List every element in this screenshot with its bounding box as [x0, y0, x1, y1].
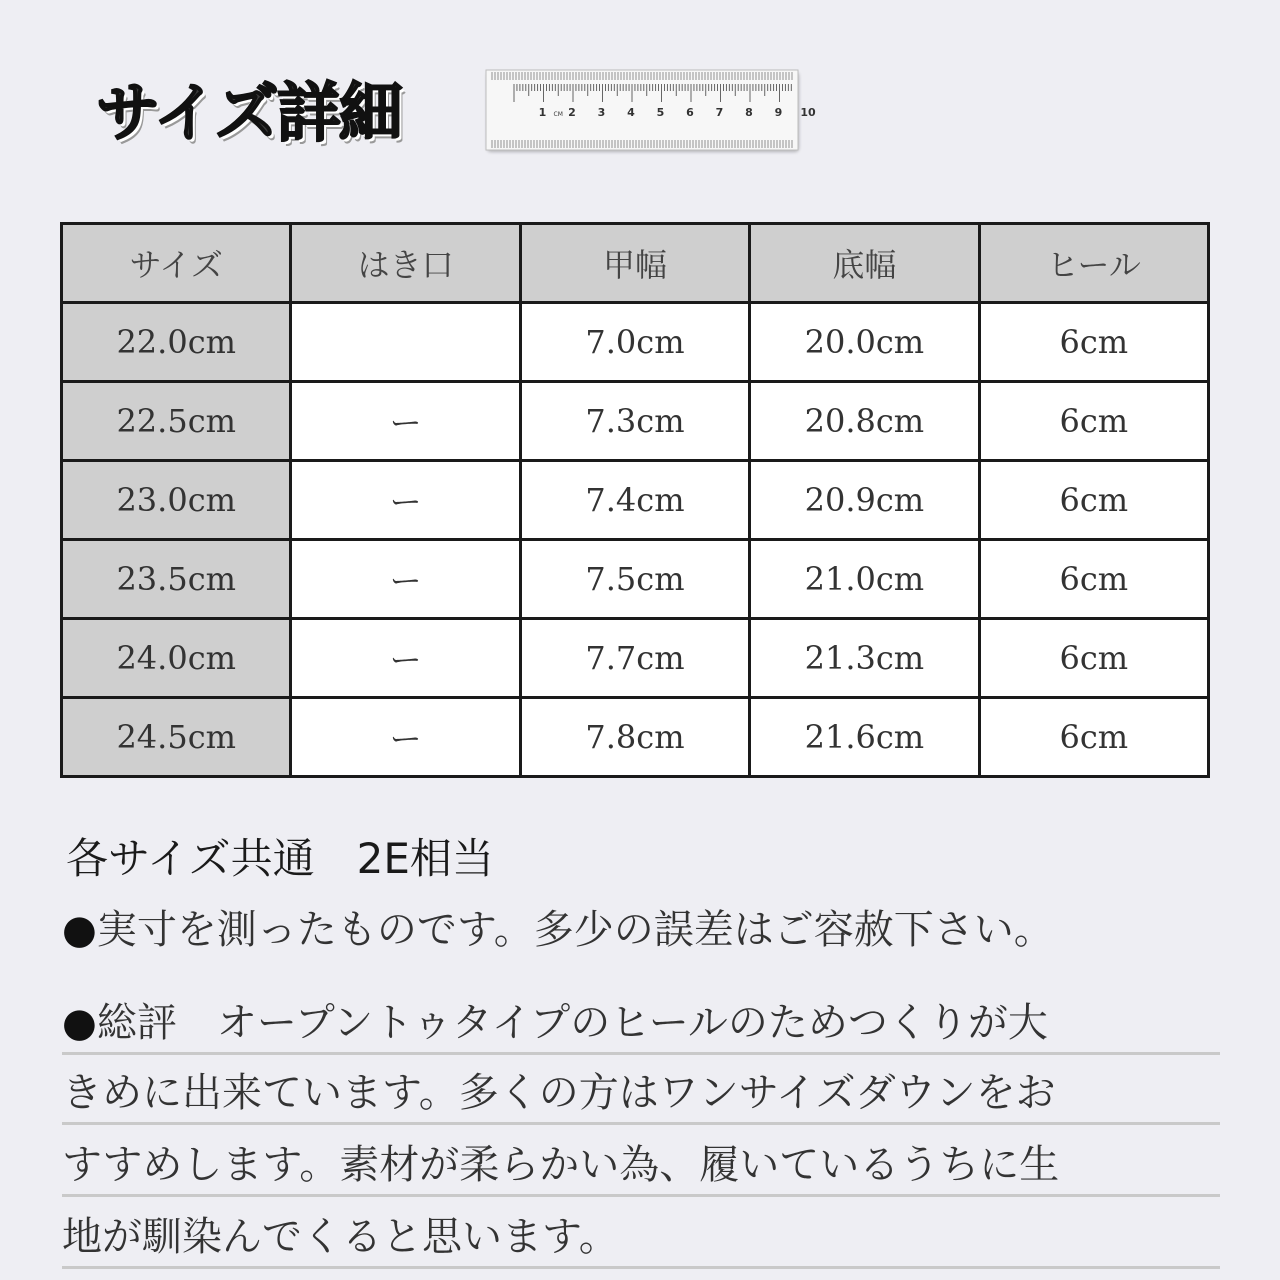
- cell-opening: ー: [291, 619, 520, 698]
- cell-opening: ー: [291, 540, 520, 619]
- measurement-note-text: 実寸を測ったものです。多少の誤差はご容赦下さい。: [96, 907, 1054, 953]
- cell-sole-width: 20.9cm: [750, 461, 979, 540]
- cell-heel: 6cm: [979, 698, 1208, 777]
- table-row: [62, 461, 1209, 540]
- size-table: [60, 222, 1210, 778]
- cell-opening: ー: [291, 698, 520, 777]
- cell-instep-width: 7.0cm: [520, 303, 749, 382]
- bullet-icon: ●: [62, 907, 97, 953]
- ruler-number: 10: [800, 106, 816, 119]
- ruler-number: 8: [745, 106, 753, 119]
- review-line-3: すすめします。素材が柔らかい為、履いているうちに生: [62, 1136, 1220, 1197]
- review-line-2: きめに出来ています。多くの方はワンサイズダウンをお: [62, 1064, 1220, 1125]
- table-header-row: [62, 224, 1209, 303]
- cell-sole-width: 21.0cm: [750, 540, 979, 619]
- page-title: サイズ詳細: [96, 77, 401, 151]
- header-instep-width: 甲幅: [520, 224, 749, 303]
- table-row: [62, 698, 1209, 777]
- cell-size: 22.0cm: [62, 303, 291, 382]
- cell-size: 23.0cm: [62, 461, 291, 540]
- table-row: [62, 303, 1209, 382]
- cell-heel: 6cm: [979, 619, 1208, 698]
- bullet-icon: ●: [62, 1000, 97, 1046]
- cell-heel: 6cm: [979, 540, 1208, 619]
- cell-sole-width: 21.6cm: [750, 698, 979, 777]
- measurement-note: [62, 898, 1054, 955]
- cell-sole-width: 20.8cm: [750, 382, 979, 461]
- cell-opening: ー: [291, 461, 520, 540]
- header-size: サイズ: [62, 224, 291, 303]
- cell-size: 23.5cm: [62, 540, 291, 619]
- cell-sole-width: 21.3cm: [750, 619, 979, 698]
- cell-size: 22.5cm: [62, 382, 291, 461]
- header-sole-width: 底幅: [750, 224, 979, 303]
- cell-heel: 6cm: [979, 382, 1208, 461]
- cell-instep-width: 7.4cm: [520, 461, 749, 540]
- review-line-4: 地が馴染んでくると思います。: [62, 1208, 1220, 1269]
- table-row: [62, 540, 1209, 619]
- table-row: [62, 382, 1209, 461]
- review-line-1: [62, 994, 1220, 1055]
- header-heel: ヒール: [979, 224, 1208, 303]
- common-fit-note: 各サイズ共通 2E相当: [66, 834, 494, 883]
- cell-instep-width: 7.3cm: [520, 382, 749, 461]
- ruler-unit: CM: [553, 111, 563, 118]
- cell-instep-width: 7.7cm: [520, 619, 749, 698]
- header-opening: はき口: [291, 224, 520, 303]
- cell-heel: 6cm: [979, 461, 1208, 540]
- table-row: [62, 619, 1209, 698]
- cell-opening: [291, 303, 520, 382]
- ruler-number: 4: [627, 106, 635, 119]
- cell-instep-width: 7.5cm: [520, 540, 749, 619]
- ruler-number: 3: [597, 106, 606, 119]
- ruler-number: 6: [686, 106, 694, 119]
- ruler-number: 1: [538, 106, 547, 119]
- review-text: 総評 オープントゥタイプのヒールのためつくりが大: [96, 1000, 1048, 1046]
- ruler-icon: [486, 70, 816, 150]
- cell-sole-width: 20.0cm: [750, 303, 979, 382]
- ruler-number: 5: [656, 106, 665, 119]
- ruler-number: 7: [715, 106, 724, 119]
- cell-heel: 6cm: [979, 303, 1208, 382]
- ruler-number: 9: [774, 106, 783, 119]
- cell-size: 24.0cm: [62, 619, 291, 698]
- cell-opening: ー: [291, 382, 520, 461]
- ruler-number: 2: [568, 106, 576, 119]
- cell-instep-width: 7.8cm: [520, 698, 749, 777]
- cell-size: 24.5cm: [62, 698, 291, 777]
